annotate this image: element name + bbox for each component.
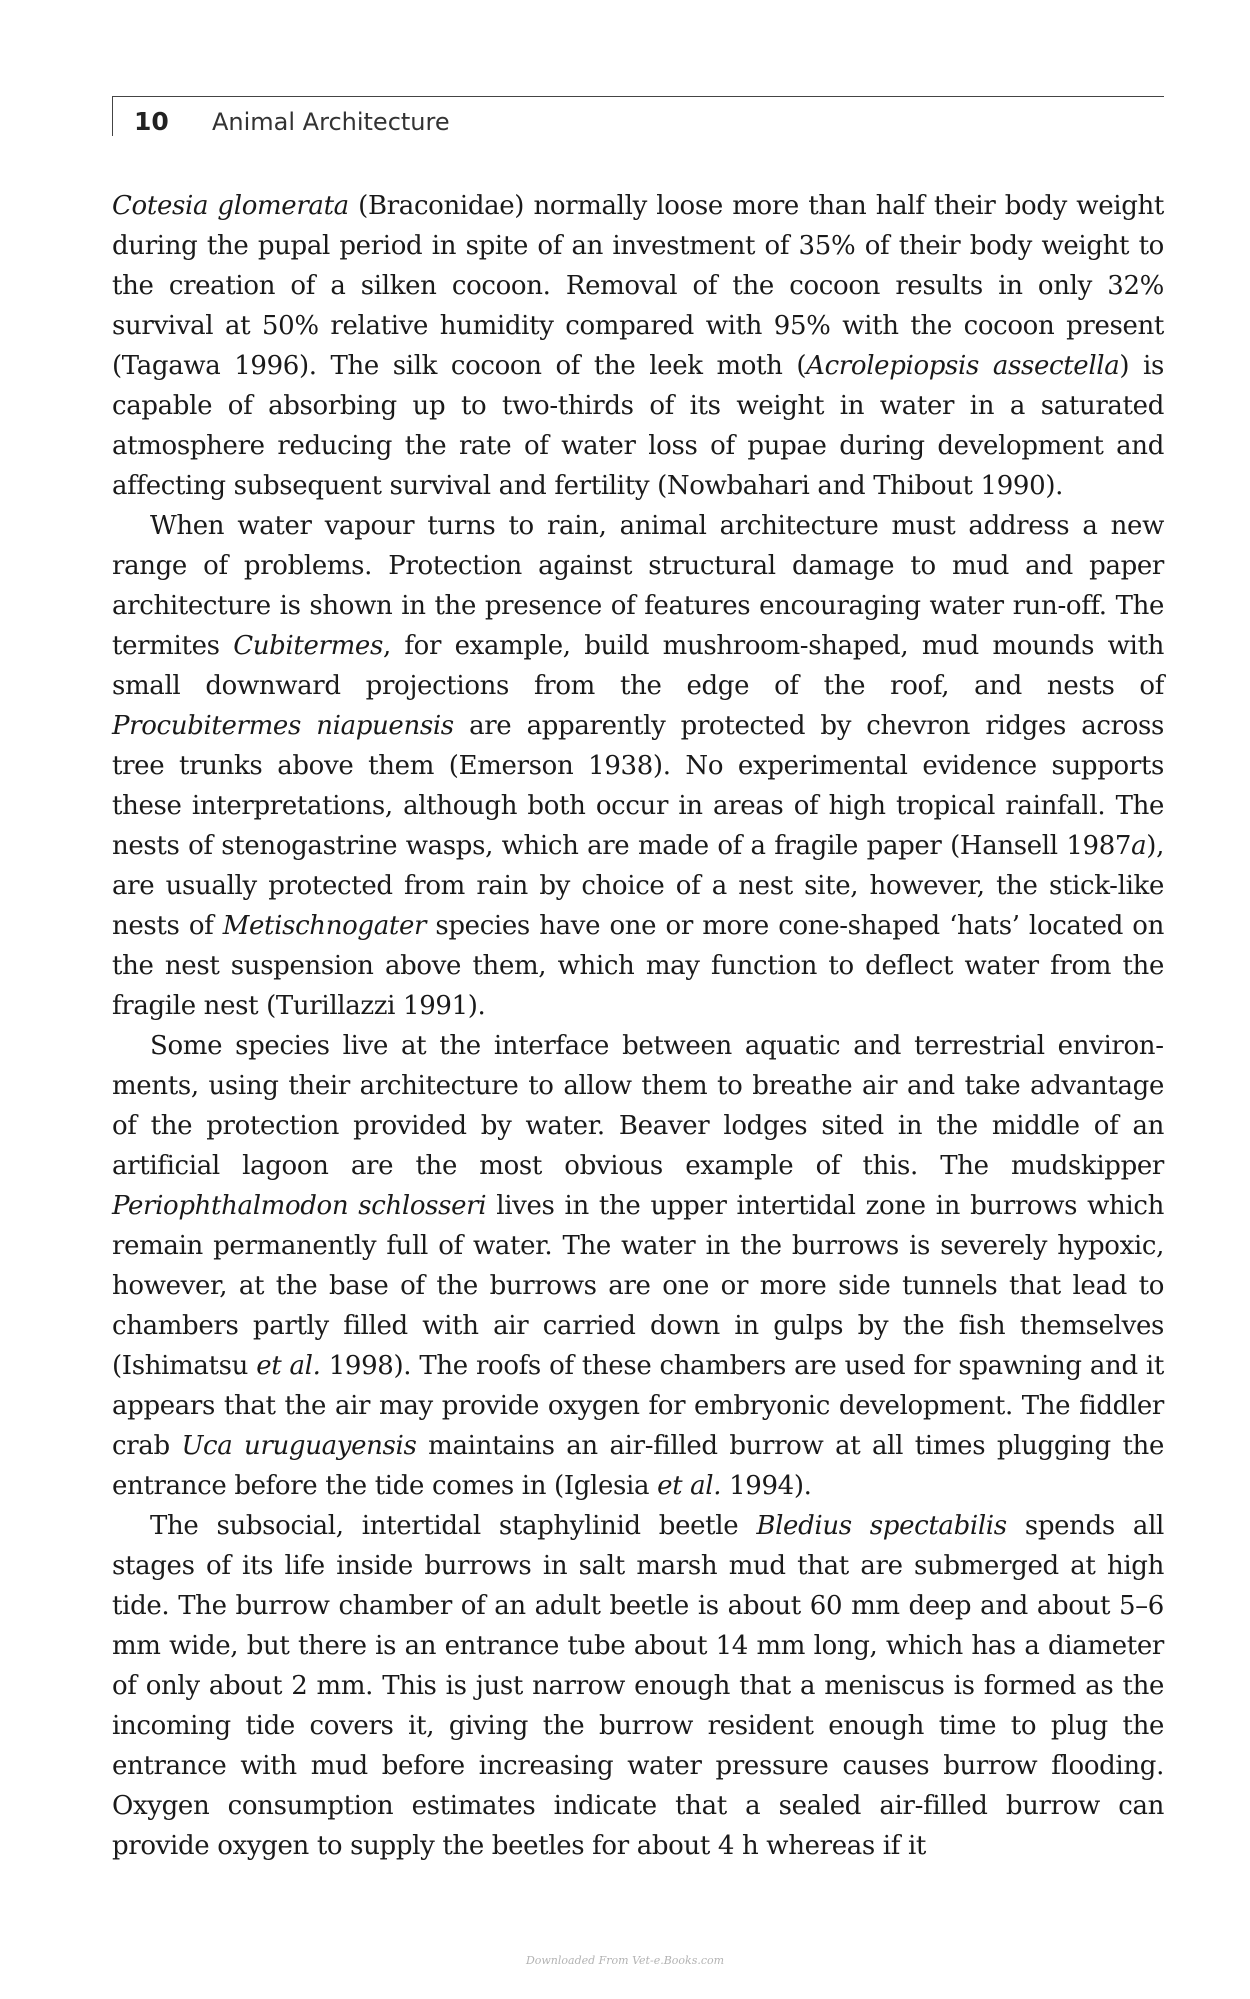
italic-run: Metischnogater: [222, 911, 427, 941]
text-run: are apparently protected by chevron ridges across tree trunks above them (Emerson 1938). No experimental evidence supports these interpretations, although both occur in areas of high tropical rainfall. The nests of stenogastrine wasps, which are made of a fragile paper (Hansell 1987: [112, 711, 1164, 861]
paragraph: [112, 506, 1164, 1026]
italic-run: Uca uruguayensis: [181, 1431, 417, 1461]
text-run: Some species live at the interface between aquatic and terrestrial environments, using their architecture to allow them to breathe air and take advantage of the protection provided by water. Beaver lodges sited in the middle of an artificial lagoon are the most obvious example of this. The mudskipper: [112, 1031, 1164, 1181]
text-run: spends all stages of its life inside burrows in salt marsh mud that are submerged at high tide. The burrow chamber of an adult beetle is about 60 mm deep and about 5–6 mm wide, but there is an entrance tube about 14 mm long, which has a diameter of only about 2 mm. This is just narrow enough that a meniscus is formed as the incoming tide covers it, giving the burrow resident enough time to plug the entrance with mud before increasing water pressure causes burrow flooding. Oxygen consumption estimates indicate that a sealed air-filled burrow can provide oxygen to supply the beetles for about 4 h whereas if it: [112, 1511, 1165, 1861]
text-run: , for example, build mushroom-shaped, mud mounds with small downward projections from the edge of the roof, and nests of: [112, 631, 1164, 701]
italic-run: a: [1131, 831, 1147, 861]
text-run: ) is capable of absorbing up to two-thirds of its weight in water in a saturated atmosphere reducing the rate of water loss of pupae during development and affecting subsequent survival and fertility (Nowbahari and Thibout 1990).: [112, 351, 1164, 501]
italic-run: Acrolepiopsis assectella: [806, 351, 1120, 381]
paragraph: [112, 1506, 1164, 1866]
header-side-rule: [112, 96, 113, 136]
text-run: ), are usually protected from rain by choice of a nest site, however, the stick-like nests of: [112, 831, 1164, 941]
text-run: species have one or more cone-shaped ‘hats’ located on the nest suspension above them, which may function to deflect water from the fragile nest (Turillazzi 1991).: [112, 911, 1165, 1021]
body-text: [112, 186, 1164, 1866]
book-title: Animal Architecture: [212, 108, 450, 136]
text-run: maintains an air-filled burrow at all times plugging the entrance before the tide comes in (Iglesia: [112, 1431, 1164, 1501]
download-watermark: Downloaded From Vet-e.Books.com: [525, 1954, 725, 1967]
paragraph: [112, 186, 1164, 506]
italic-run: Periophthalmodon schlosseri: [112, 1191, 487, 1221]
text-run: lives in the upper intertidal zone in burrows which remain permanently full of water. The water in the burrows is severely hypoxic, however, at the base of the burrows are one or more side tunnels that lead to chambers partly filled with air carried down in gulps by the fish themselves (Ishimatsu: [112, 1191, 1165, 1381]
italic-run: Bledius spectabilis: [756, 1511, 1007, 1541]
text-run: The subsocial, intertidal staphylinid beetle: [150, 1511, 757, 1541]
italic-run: Cubitermes: [233, 631, 383, 661]
text-run: 1994).: [721, 1471, 812, 1501]
italic-run: Procubitermes niapuensis: [112, 711, 454, 741]
header-rule: [112, 96, 1164, 97]
page-number: 10: [134, 107, 169, 136]
paragraph: [112, 1026, 1164, 1506]
text-run: 1998). The roofs of these chambers are used for spawning and it appears that the air may provide oxygen for embryonic development. The fiddler crab: [112, 1351, 1164, 1461]
italic-run: Cotesia glomerata: [112, 191, 349, 221]
italic-run: et al.: [657, 1471, 722, 1501]
text-run: When water vapour turns to rain, animal architecture must address a new range of problems. Protection against structural damage to mud and paper architecture is shown in the presence of features encouraging water run-off. The termites: [112, 511, 1164, 661]
running-head: [112, 96, 1164, 140]
text-run: (Braconidae) normally loose more than half their body weight during the pupal period in spite of an investment of 35% of their body weight to the creation of a silken cocoon. Removal of the cocoon results in only 32% survival at 50% relative humidity compared with 95% with the cocoon present (Tagawa 1996). The silk cocoon of the leek moth (: [112, 191, 1165, 381]
italic-run: et al.: [256, 1351, 321, 1381]
